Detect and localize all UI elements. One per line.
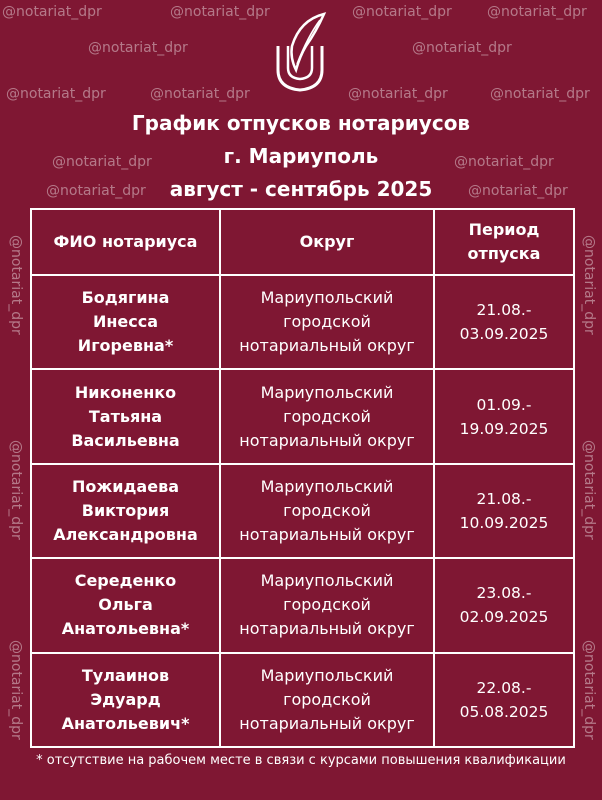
watermark: @notariat_dpr xyxy=(8,640,24,740)
page-title-line-1: График отпусков нотариусов xyxy=(131,111,471,135)
watermark: @notariat_dpr xyxy=(581,440,597,540)
watermark: @notariat_dpr xyxy=(581,640,597,740)
page-title-line-2: г. Мариуполь xyxy=(223,144,379,168)
column-header-district: Округ xyxy=(220,209,434,275)
vacation-period: 22.08.- 05.08.2025 xyxy=(434,653,574,747)
watermark: @notariat_dpr xyxy=(348,86,448,102)
notary-name: Никоненко Татьяна Васильевна xyxy=(31,369,220,463)
watermark: @notariat_dpr xyxy=(8,235,24,335)
page-title-line-3: август - сентябрь 2025 xyxy=(169,177,433,201)
watermark: @notariat_dpr xyxy=(46,183,146,199)
watermark: @notariat_dpr xyxy=(352,4,452,20)
table-row xyxy=(31,558,574,652)
watermark: @notariat_dpr xyxy=(454,154,554,170)
notary-name: Середенко Ольга Анатольевна* xyxy=(31,558,220,652)
watermark: @notariat_dpr xyxy=(150,86,250,102)
notary-district: Мариупольский городской нотариальный округ xyxy=(220,464,434,558)
vacation-period: 23.08.- 02.09.2025 xyxy=(434,558,574,652)
watermark: @notariat_dpr xyxy=(2,4,102,20)
watermark: @notariat_dpr xyxy=(8,440,24,540)
vacation-period: 21.08.- 10.09.2025 xyxy=(434,464,574,558)
vacation-schedule-table xyxy=(30,208,575,748)
watermark: @notariat_dpr xyxy=(487,4,587,20)
table-row xyxy=(31,275,574,369)
watermark: @notariat_dpr xyxy=(468,183,568,199)
vacation-period: 01.09.- 19.09.2025 xyxy=(434,369,574,463)
table-row xyxy=(31,369,574,463)
notary-name: Тулаинов Эдуард Анатольевич* xyxy=(31,653,220,747)
notary-name: Пожидаева Виктория Александровна xyxy=(31,464,220,558)
quill-shield-logo-icon xyxy=(270,12,330,94)
notary-name: Бодягина Инесса Игоревна* xyxy=(31,275,220,369)
column-header-period: Период отпуска xyxy=(434,209,574,275)
watermark: @notariat_dpr xyxy=(581,235,597,335)
notary-district: Мариупольский городской нотариальный округ xyxy=(220,369,434,463)
table-row xyxy=(31,464,574,558)
watermark: @notariat_dpr xyxy=(490,86,590,102)
notary-district: Мариупольский городской нотариальный округ xyxy=(220,558,434,652)
table-row xyxy=(31,653,574,747)
column-header-name: ФИО нотариуса xyxy=(31,209,220,275)
table-header-row xyxy=(31,209,574,275)
notary-district: Мариупольский городской нотариальный округ xyxy=(220,275,434,369)
watermark: @notariat_dpr xyxy=(412,40,512,56)
watermark: @notariat_dpr xyxy=(170,4,270,20)
notary-district: Мариупольский городской нотариальный округ xyxy=(220,653,434,747)
watermark: @notariat_dpr xyxy=(52,154,152,170)
watermark: @notariat_dpr xyxy=(88,40,188,56)
watermark: @notariat_dpr xyxy=(6,86,106,102)
vacation-period: 21.08.- 03.09.2025 xyxy=(434,275,574,369)
footnote: * отсутствие на рабочем месте в связи с курсами повышения квалификации xyxy=(36,753,566,768)
